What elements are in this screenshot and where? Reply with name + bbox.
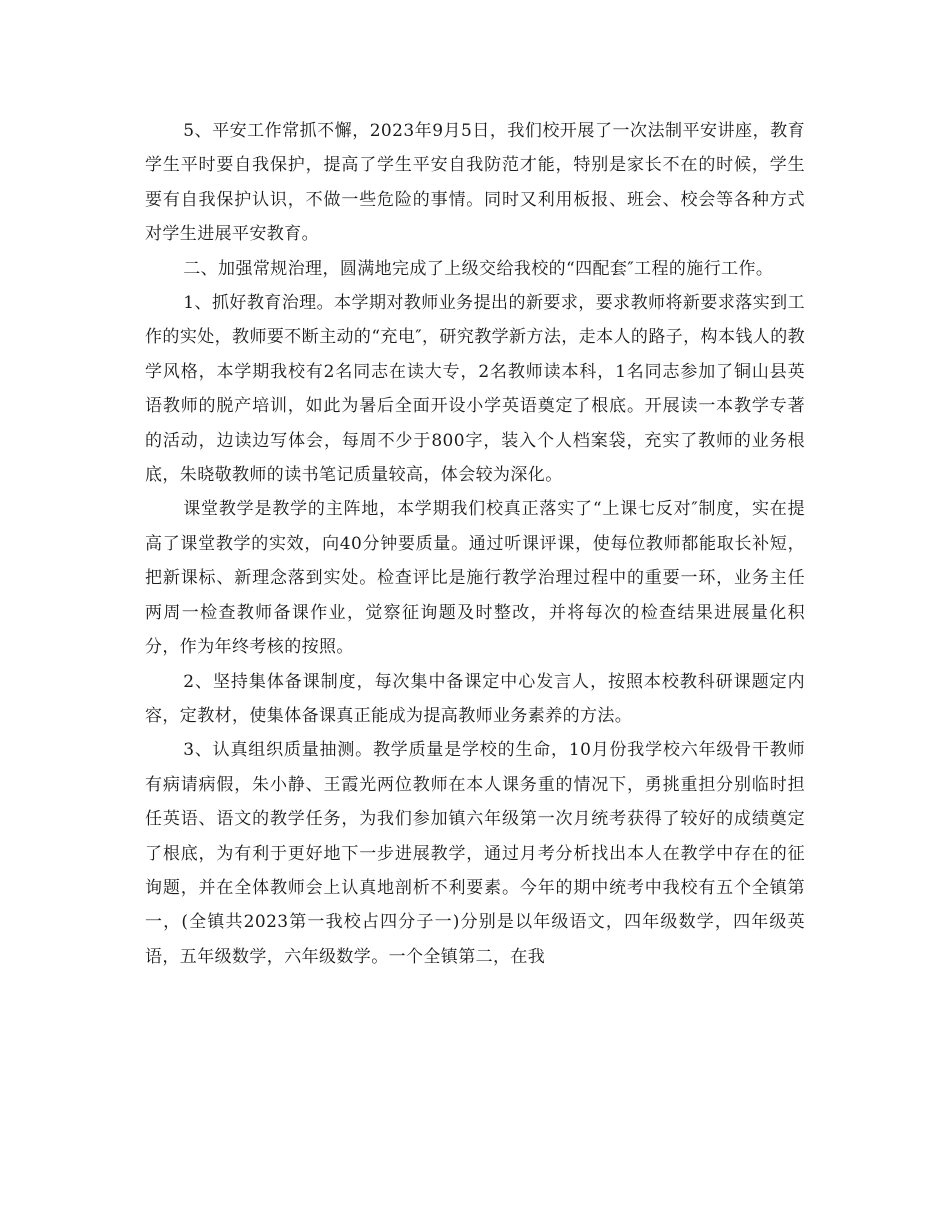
paragraph-safety-work: 5、平安工作常抓不懈，2023年9月5日，我们校开展了一次法制平安讲座，教育学生平时要自我保护，提高了学生平安自我防范才能，特别是家长不在的时候，学生要有自我保护认识，不做一些危险的事情。同时又利用板报、班会、校会等各种方式对学生进展平安教育。 <box>145 121 805 245</box>
document-page <box>145 114 805 974</box>
paragraph-section-two-heading: 二、加强常规治理，圆满地完成了上级交给我校的“四配套″工程的施行工作。 <box>183 258 774 279</box>
paragraph-classroom-teaching: 课堂教学是教学的主阵地，本学期我们校真正落实了“上课七反对″制度，实在提高了课堂教学的实效，向40分钟要质量。通过听课评课，使每位教师都能取长补短，把新课标、新理念落到实处。检查评比是施行教学治理过程中的重要一环，业务主任两周一检查教师备课作业，觉察征询题及时整改，并将每次的检查结果进展量化积分，作为年终考核的按照。 <box>145 499 805 658</box>
paragraph-teaching-management: 1、抓好教育治理。本学期对教师业务提出的新要求，要求教师将新要求落实到工作的实处，教师要不断主动的“充电″，研究教学新方法，走本人的路子，构本钱人的教学风格，本学期我校有2名同志在读大专，2名教师读本科，1名同志参加了铜山县英语教师的脱产培训，如此为暑后全面开设小学英语奠定了根底。开展读一本教学专著的活动，边读边写体会，每周不少于800字，装入个人档案袋，充实了教师的业务根底，朱晓敬教师的读书笔记质量较高，体会较为深化。 <box>145 293 805 486</box>
paragraph-quality-sampling: 3、认真组织质量抽测。教学质量是学校的生命，10月份我学校六年级骨干教师有病请病假，朱小静、王霞光两位教师在本人课务重的情况下，勇挑重担分别临时担任英语、语文的教学任务，为我们参加镇六年级第一次月统考获得了较好的成绩奠定了根底，为有利于更好地下一步进展教学，通过月考分析找出本人在教学中存在的征询题，并在全体教师会上认真地剖析不利要素。今年的期中统考中我校有五个全镇第一，(全镇共2023第一我校占四分子一)分别是以年级语文，四年级数学，四年级英语，五年级数学，六年级数学。一个全镇第二，在我 <box>145 740 805 967</box>
paragraph-collective-lesson-prep: 2、坚持集体备课制度，每次集中备课定中心发言人，按照本校教科研课题定内容，定教材，使集体备课真正能成为提高教师业务素养的方法。 <box>145 671 805 726</box>
